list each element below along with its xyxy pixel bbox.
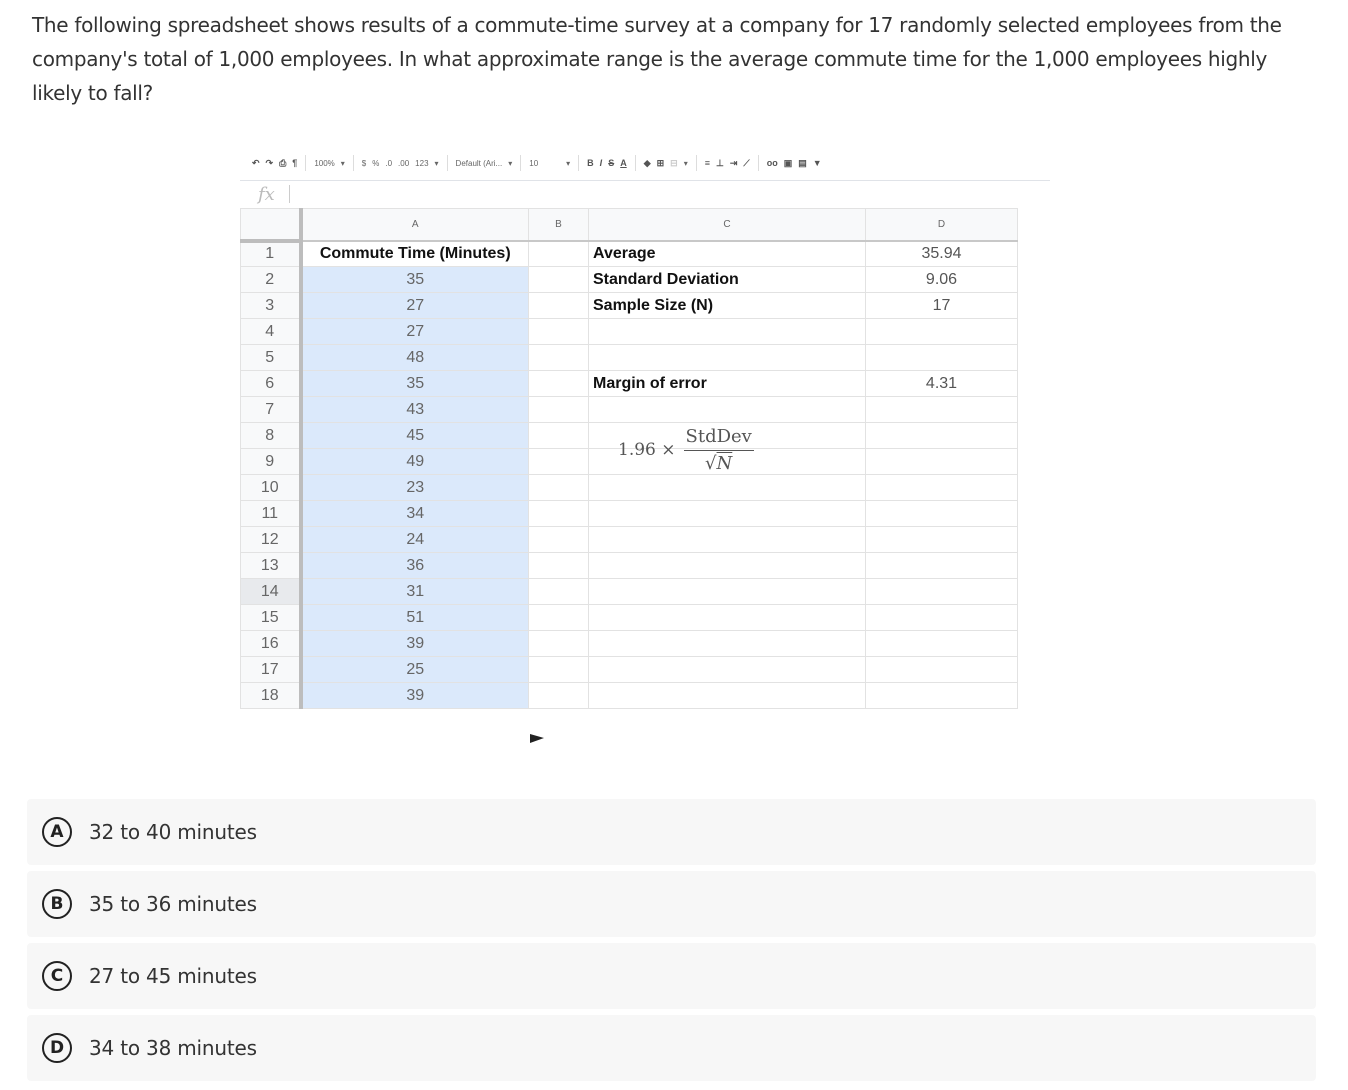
cell bbox=[529, 319, 589, 345]
formula-bar bbox=[258, 181, 290, 207]
cell bbox=[866, 683, 1018, 709]
text-color-icon: A bbox=[620, 158, 627, 168]
row-number: 1 bbox=[241, 241, 301, 267]
table-row bbox=[241, 605, 1018, 631]
table-row bbox=[241, 553, 1018, 579]
italic-icon: I bbox=[599, 158, 603, 168]
row-number: 18 bbox=[241, 683, 301, 709]
formula-denominator-var: N bbox=[716, 453, 733, 474]
percent-format: % bbox=[372, 158, 380, 168]
choice-d[interactable] bbox=[27, 1015, 1316, 1081]
row-number: 12 bbox=[241, 527, 301, 553]
text-wrap-icon: ⇥ bbox=[729, 157, 738, 168]
table-row bbox=[241, 345, 1018, 371]
row-number: 13 bbox=[241, 553, 301, 579]
commute-time-cell: 36 bbox=[301, 553, 529, 579]
choice-text-b: 35 to 36 minutes bbox=[89, 892, 257, 916]
cell bbox=[529, 475, 589, 501]
margin-of-error-value: 4.31 bbox=[866, 371, 1018, 397]
cell bbox=[529, 449, 589, 475]
commute-time-cell: 31 bbox=[301, 579, 529, 605]
fill-color-icon: ◆ bbox=[643, 157, 651, 168]
cell bbox=[529, 345, 589, 371]
formula-multiplier: 1.96 × bbox=[618, 440, 676, 460]
filter-icon: ▼ bbox=[812, 158, 822, 168]
formula-bar-divider bbox=[289, 185, 290, 203]
table-row bbox=[241, 267, 1018, 293]
cell bbox=[589, 631, 866, 657]
toolbar-divider bbox=[520, 155, 521, 171]
choice-a[interactable] bbox=[27, 799, 1316, 865]
cell bbox=[589, 527, 866, 553]
cell bbox=[866, 423, 1018, 449]
sample-size-value: 17 bbox=[866, 293, 1018, 319]
row-number: 16 bbox=[241, 631, 301, 657]
cell bbox=[866, 319, 1018, 345]
row-number: 4 bbox=[241, 319, 301, 345]
chevron-down-icon: ▾ bbox=[508, 158, 513, 168]
table-row bbox=[241, 475, 1018, 501]
commute-time-cell: 49 bbox=[301, 449, 529, 475]
commute-time-cell: 24 bbox=[301, 527, 529, 553]
row-number: 5 bbox=[241, 345, 301, 371]
row-number: 10 bbox=[241, 475, 301, 501]
choice-text-c: 27 to 45 minutes bbox=[89, 964, 257, 988]
formula-fraction bbox=[684, 426, 754, 474]
cell bbox=[589, 475, 866, 501]
column-header-d: D bbox=[866, 209, 1018, 241]
choice-letter-c: C bbox=[42, 961, 72, 991]
cell bbox=[589, 605, 866, 631]
cell bbox=[589, 553, 866, 579]
choice-letter-a: A bbox=[42, 817, 72, 847]
table-row bbox=[241, 527, 1018, 553]
cell bbox=[529, 267, 589, 293]
cell bbox=[866, 605, 1018, 631]
cell bbox=[529, 605, 589, 631]
cell bbox=[589, 657, 866, 683]
cell bbox=[589, 579, 866, 605]
horizontal-align-icon: ≡ bbox=[704, 158, 710, 168]
formula-denominator bbox=[705, 451, 732, 474]
row-number: 8 bbox=[241, 423, 301, 449]
select-all-corner bbox=[241, 209, 301, 241]
toolbar-divider bbox=[353, 155, 354, 171]
cell bbox=[529, 501, 589, 527]
commute-time-cell: 34 bbox=[301, 501, 529, 527]
cell bbox=[866, 579, 1018, 605]
cell bbox=[529, 371, 589, 397]
cell bbox=[529, 553, 589, 579]
redo-icon: ↷ bbox=[265, 157, 274, 168]
paint-format-icon: ¶ bbox=[292, 158, 298, 168]
cell bbox=[529, 631, 589, 657]
cell bbox=[866, 657, 1018, 683]
borders-icon: ⊞ bbox=[656, 157, 665, 168]
choice-letter-d: D bbox=[42, 1033, 72, 1063]
row-number: 6 bbox=[241, 371, 301, 397]
chart-icon: ▤ bbox=[798, 157, 807, 168]
chevron-down-icon: ▾ bbox=[566, 158, 571, 168]
cell bbox=[866, 631, 1018, 657]
merge-cells-icon: ⊟ bbox=[670, 157, 678, 168]
table-row bbox=[241, 371, 1018, 397]
sample-size-label: Sample Size (N) bbox=[589, 293, 866, 319]
comment-icon: ▣ bbox=[783, 157, 793, 168]
commute-time-cell: 27 bbox=[301, 293, 529, 319]
formula-numerator: StdDev bbox=[684, 426, 754, 451]
commute-time-cell: 51 bbox=[301, 605, 529, 631]
currency-format: $ bbox=[361, 158, 367, 168]
average-value: 35.94 bbox=[866, 241, 1018, 267]
stddev-value: 9.06 bbox=[866, 267, 1018, 293]
square-root-icon: √ bbox=[705, 453, 717, 474]
column-a-header-cell: Commute Time (Minutes) bbox=[301, 241, 529, 267]
toolbar-divider bbox=[447, 155, 448, 171]
cell bbox=[529, 683, 589, 709]
table-row bbox=[241, 501, 1018, 527]
commute-time-cell: 27 bbox=[301, 319, 529, 345]
commute-time-cell: 48 bbox=[301, 345, 529, 371]
row-number: 11 bbox=[241, 501, 301, 527]
text-rotation-icon: ⟋ bbox=[743, 157, 750, 168]
commute-time-cell: 35 bbox=[301, 267, 529, 293]
choice-text-d: 34 to 38 minutes bbox=[89, 1036, 257, 1060]
row-number: 3 bbox=[241, 293, 301, 319]
choice-b[interactable] bbox=[27, 871, 1316, 937]
fx-icon: fx bbox=[258, 183, 275, 205]
column-header-b: B bbox=[529, 209, 589, 241]
table-row bbox=[241, 397, 1018, 423]
cell bbox=[589, 683, 866, 709]
cell bbox=[529, 293, 589, 319]
increase-decimal: .00 bbox=[398, 158, 410, 168]
commute-time-cell: 43 bbox=[301, 397, 529, 423]
cell bbox=[589, 501, 866, 527]
cell bbox=[529, 397, 589, 423]
row-number-selected: 14 bbox=[241, 579, 301, 605]
choice-text-a: 32 to 40 minutes bbox=[89, 820, 257, 844]
table-row bbox=[241, 579, 1018, 605]
cell bbox=[866, 397, 1018, 423]
cell bbox=[529, 579, 589, 605]
row-number: 9 bbox=[241, 449, 301, 475]
column-header-a: A bbox=[301, 209, 529, 241]
table-row bbox=[241, 241, 1018, 267]
commute-time-cell: 39 bbox=[301, 683, 529, 709]
column-header-c: C bbox=[589, 209, 866, 241]
decrease-decimal: .0 bbox=[385, 158, 393, 168]
cell bbox=[866, 345, 1018, 371]
zoom-select: 100% bbox=[314, 158, 335, 168]
commute-time-cell: 39 bbox=[301, 631, 529, 657]
stddev-label: Standard Deviation bbox=[589, 267, 866, 293]
spreadsheet-toolbar bbox=[252, 150, 1110, 176]
chevron-down-icon: ▾ bbox=[340, 158, 345, 168]
toolbar-divider bbox=[578, 155, 579, 171]
table-row bbox=[241, 319, 1018, 345]
margin-of-error-label: Margin of error bbox=[589, 371, 866, 397]
row-number: 7 bbox=[241, 397, 301, 423]
cursor-icon bbox=[530, 734, 544, 743]
question-text: The following spreadsheet shows results of a commute-time survey at a company for 17 randomly selected employees from the company's total of 1,000 employees. In what approximate range is the average commute time for the 1,000 employees highly likely to fall? bbox=[32, 13, 1282, 105]
cell bbox=[529, 423, 589, 449]
cell bbox=[589, 319, 866, 345]
number-format: 123 bbox=[415, 158, 429, 168]
cell bbox=[529, 241, 589, 267]
commute-time-cell: 45 bbox=[301, 423, 529, 449]
table-row bbox=[241, 657, 1018, 683]
row-number: 2 bbox=[241, 267, 301, 293]
table-row bbox=[241, 683, 1018, 709]
cell bbox=[866, 553, 1018, 579]
table-row bbox=[241, 293, 1018, 319]
cell bbox=[866, 449, 1018, 475]
toolbar-divider bbox=[758, 155, 759, 171]
chevron-down-icon: ▾ bbox=[683, 158, 688, 168]
commute-time-cell: 35 bbox=[301, 371, 529, 397]
vertical-align-icon: ⊥ bbox=[716, 157, 724, 168]
strikethrough-icon: S bbox=[608, 158, 615, 168]
commute-time-cell: 25 bbox=[301, 657, 529, 683]
average-label: Average bbox=[589, 241, 866, 267]
cell bbox=[866, 475, 1018, 501]
answer-choices bbox=[27, 799, 1316, 1087]
cell bbox=[589, 345, 866, 371]
undo-icon: ↶ bbox=[252, 157, 260, 168]
cell bbox=[866, 527, 1018, 553]
table-row bbox=[241, 631, 1018, 657]
font-select: Default (Ari... bbox=[455, 158, 503, 168]
cell bbox=[529, 527, 589, 553]
row-number: 17 bbox=[241, 657, 301, 683]
chevron-down-icon: ▾ bbox=[434, 158, 439, 168]
toolbar-divider bbox=[305, 155, 306, 171]
bold-icon: B bbox=[587, 158, 594, 168]
choice-c[interactable] bbox=[27, 943, 1316, 1009]
print-icon: ⎙ bbox=[279, 157, 287, 168]
cell bbox=[589, 397, 866, 423]
toolbar-divider bbox=[635, 155, 636, 171]
choice-letter-b: B bbox=[42, 889, 72, 919]
spreadsheet-screenshot bbox=[240, 148, 1110, 748]
cell bbox=[529, 657, 589, 683]
toolbar-divider bbox=[696, 155, 697, 171]
font-size-select: 10 bbox=[529, 158, 539, 168]
commute-time-cell: 23 bbox=[301, 475, 529, 501]
margin-of-error-formula bbox=[618, 426, 754, 474]
cell bbox=[866, 501, 1018, 527]
toolbar-divider bbox=[240, 180, 1050, 181]
row-number: 15 bbox=[241, 605, 301, 631]
link-icon: oo bbox=[766, 158, 778, 168]
